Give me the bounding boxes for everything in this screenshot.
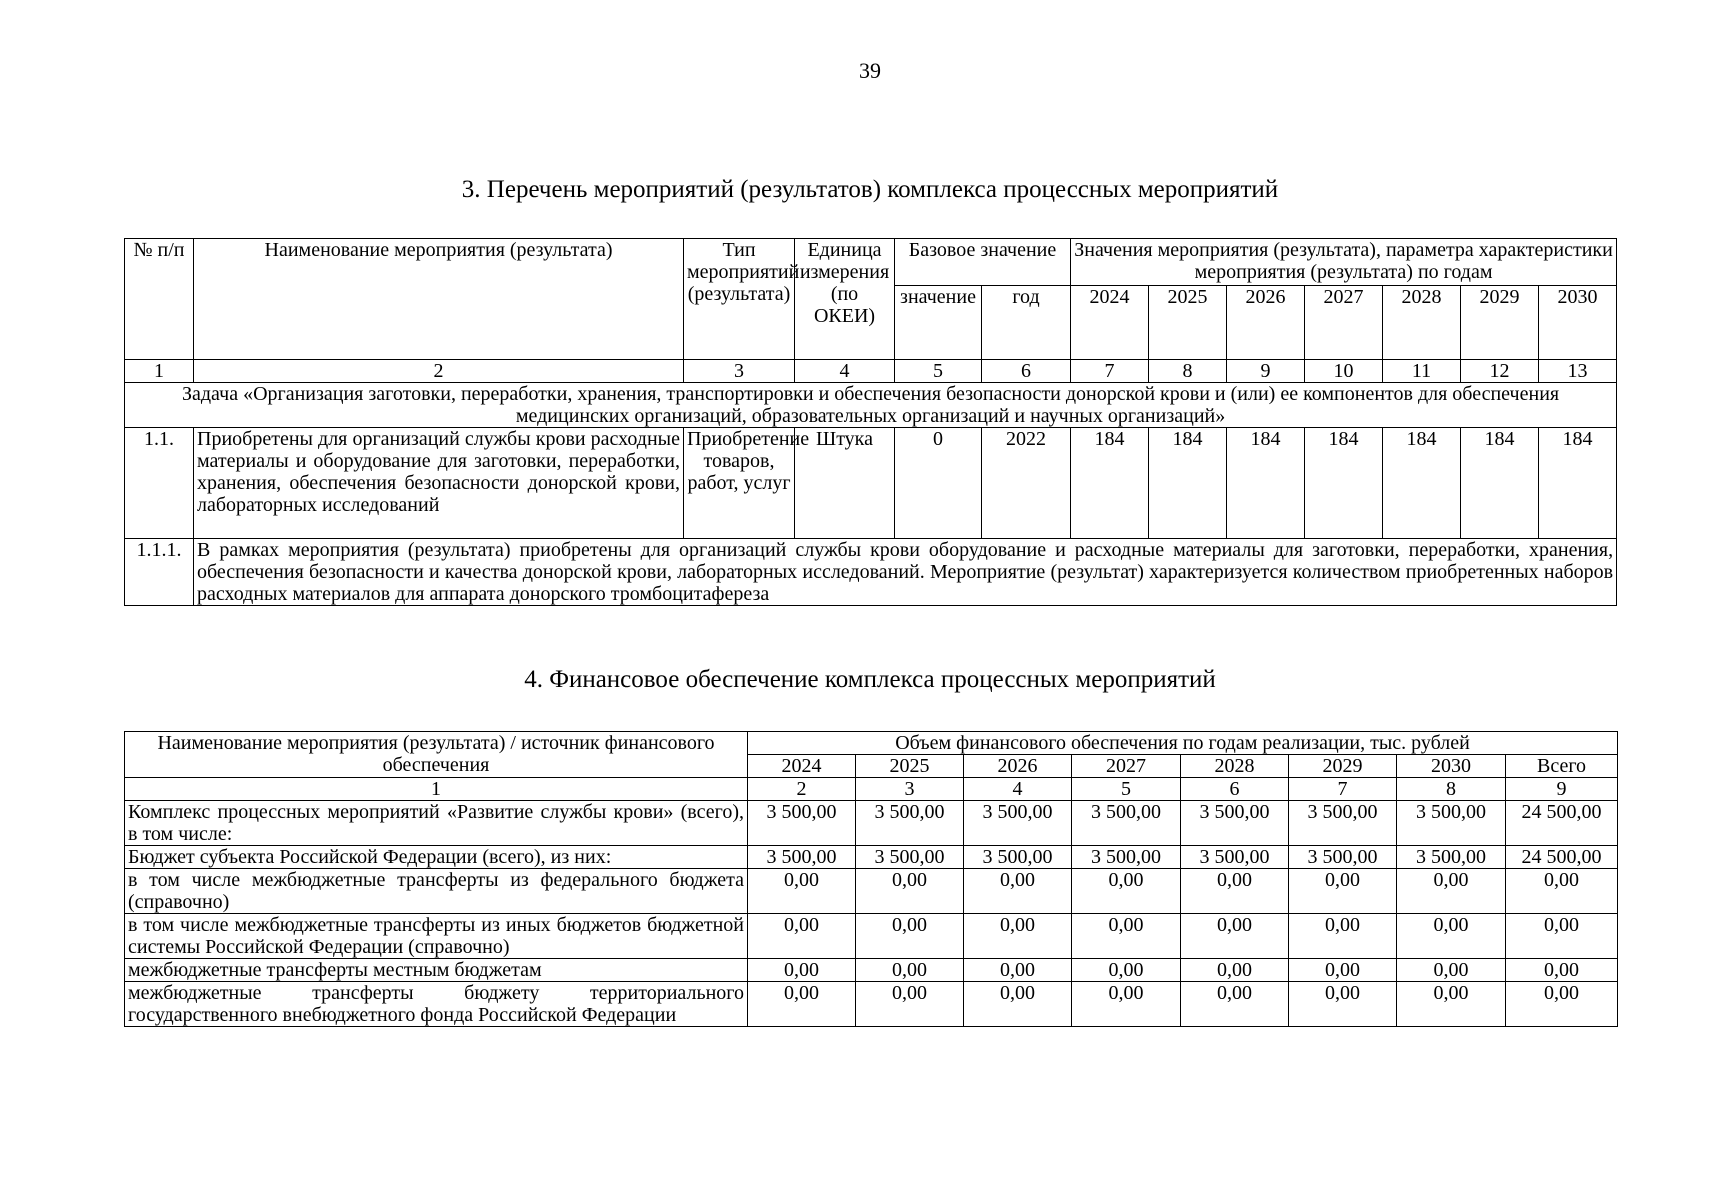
column-number: 6 — [982, 360, 1071, 383]
header-year: 2024 — [748, 755, 856, 778]
table-row — [125, 428, 1617, 539]
row-value: 0,00 — [856, 959, 964, 982]
row-value: 3 500,00 — [856, 801, 964, 846]
row-value: 0,00 — [1072, 914, 1181, 959]
row-value: 184 — [1383, 428, 1461, 539]
row-total: 0,00 — [1506, 959, 1618, 982]
column-number: 12 — [1461, 360, 1539, 383]
header-name: Наименование мероприятия (результата) — [194, 239, 684, 360]
page-number: 39 — [859, 58, 881, 83]
row-value: 3 500,00 — [964, 801, 1072, 846]
header-year: 2030 — [1539, 286, 1617, 360]
row-value: 3 500,00 — [964, 846, 1072, 869]
row-value: 184 — [1305, 428, 1383, 539]
row-value: 0,00 — [748, 982, 856, 1027]
header-year: 2028 — [1181, 755, 1289, 778]
section-3-title: 3. Перечень мероприятий (результатов) комплекса процессных мероприятий — [461, 176, 1279, 203]
row-value: 0,00 — [1289, 914, 1397, 959]
table-header-row — [125, 239, 1617, 286]
row-value: 0,00 — [964, 914, 1072, 959]
row-value: 0,00 — [964, 959, 1072, 982]
table-row — [125, 914, 1618, 959]
row-base-year: 2022 — [982, 428, 1071, 539]
column-number: 13 — [1539, 360, 1617, 383]
header-base: Базовое значение — [895, 239, 1071, 286]
header-year: 2026 — [964, 755, 1072, 778]
column-number: 9 — [1227, 360, 1305, 383]
column-number: 2 — [748, 778, 856, 801]
header-values-group: Значения мероприятия (результата), параметра характеристики мероприятия (результата) по годам — [1071, 239, 1617, 286]
row-value: 0,00 — [1397, 959, 1506, 982]
row-value: 3 500,00 — [1072, 846, 1181, 869]
row-value: 0,00 — [856, 869, 964, 914]
header-year: 2029 — [1289, 755, 1397, 778]
row-value: 3 500,00 — [1181, 846, 1289, 869]
row-total: 0,00 — [1506, 869, 1618, 914]
activities-table — [124, 238, 1617, 606]
column-number: 8 — [1149, 360, 1227, 383]
header-year: 2026 — [1227, 286, 1305, 360]
column-number: 2 — [194, 360, 684, 383]
row-value: 0,00 — [1289, 959, 1397, 982]
column-number: 11 — [1383, 360, 1461, 383]
column-number: 4 — [795, 360, 895, 383]
header-unit: Единица измерения (по ОКЕИ) — [795, 239, 895, 360]
row-value: 0,00 — [1181, 982, 1289, 1027]
row-value: 3 500,00 — [1289, 846, 1397, 869]
row-name: Бюджет субъекта Российской Федерации (всего), из них: — [125, 846, 748, 869]
row-value: 0,00 — [856, 982, 964, 1027]
column-numbers-row — [125, 778, 1618, 801]
table-row — [125, 846, 1618, 869]
row-value: 0,00 — [1289, 869, 1397, 914]
financing-rows — [125, 801, 1618, 1027]
row-total: 0,00 — [1506, 914, 1618, 959]
header-base-value: значение — [895, 286, 982, 360]
table-row — [125, 982, 1618, 1027]
table-row — [125, 959, 1618, 982]
row-value: 184 — [1539, 428, 1617, 539]
column-number: 5 — [1072, 778, 1181, 801]
task-text: Задача «Организация заготовки, переработки, хранения, транспортировки и обеспечения безопасности донорской крови и (или) ее компонентов для обеспечения медицинских организаций, образовательных организаций и научных организаций» — [125, 383, 1617, 428]
column-number: 5 — [895, 360, 982, 383]
header-year: 2030 — [1397, 755, 1506, 778]
row-value: 3 500,00 — [1397, 801, 1506, 846]
header-year: 2024 — [1071, 286, 1149, 360]
header-year: 2028 — [1383, 286, 1461, 360]
column-number: 4 — [964, 778, 1072, 801]
header-num: № п/п — [125, 239, 194, 360]
row-total: 24 500,00 — [1506, 846, 1618, 869]
row-value: 184 — [1461, 428, 1539, 539]
row-total: 0,00 — [1506, 982, 1618, 1027]
row-value: 0,00 — [748, 959, 856, 982]
row-value: 3 500,00 — [856, 846, 964, 869]
table-row — [125, 801, 1618, 846]
row-name: Комплекс процессных мероприятий «Развитие службы крови» (всего), в том числе: — [125, 801, 748, 846]
row-value: 184 — [1071, 428, 1149, 539]
column-number: 9 — [1506, 778, 1618, 801]
row-value: 0,00 — [1181, 914, 1289, 959]
table-row — [125, 869, 1618, 914]
row-value: 3 500,00 — [1397, 846, 1506, 869]
column-number: 7 — [1071, 360, 1149, 383]
row-value: 184 — [1227, 428, 1305, 539]
column-number: 3 — [684, 360, 795, 383]
row-total: 24 500,00 — [1506, 801, 1618, 846]
row-value: 0,00 — [964, 982, 1072, 1027]
column-number: 1 — [125, 778, 748, 801]
header-total: Всего — [1506, 755, 1618, 778]
row-value: 0,00 — [964, 869, 1072, 914]
row-num: 1.1.1. — [125, 539, 194, 606]
header-volume: Объем финансового обеспечения по годам реализации, тыс. рублей — [748, 732, 1618, 755]
row-name: в том числе межбюджетные трансферты из иных бюджетов бюджетной системы Российской Федерации (справочно) — [125, 914, 748, 959]
header-type: Тип мероприятий (результата) — [684, 239, 795, 360]
table-row — [125, 539, 1617, 606]
row-name: в том числе межбюджетные трансферты из федерального бюджета (справочно) — [125, 869, 748, 914]
row-value: 3 500,00 — [1072, 801, 1181, 846]
column-number: 3 — [856, 778, 964, 801]
row-value: 0,00 — [1397, 982, 1506, 1027]
row-type: Приобретение товаров, работ, услуг — [684, 428, 795, 539]
header-name: Наименование мероприятия (результата) / источник финансового обеспечения — [125, 732, 748, 778]
row-value: 0,00 — [748, 869, 856, 914]
row-value: 3 500,00 — [1181, 801, 1289, 846]
row-num: 1.1. — [125, 428, 194, 539]
header-year: 2029 — [1461, 286, 1539, 360]
column-number: 8 — [1397, 778, 1506, 801]
column-number: 7 — [1289, 778, 1397, 801]
row-value: 3 500,00 — [748, 801, 856, 846]
section-4-title: 4. Финансовое обеспечение комплекса процессных мероприятий — [524, 666, 1216, 693]
row-value: 0,00 — [1072, 959, 1181, 982]
row-value: 0,00 — [856, 914, 964, 959]
row-value: 3 500,00 — [1289, 801, 1397, 846]
header-year: 2027 — [1072, 755, 1181, 778]
row-value: 0,00 — [1397, 869, 1506, 914]
column-numbers-row — [125, 360, 1617, 383]
column-number: 10 — [1305, 360, 1383, 383]
row-name: Приобретены для организаций службы крови расходные материалы и оборудование для заготовки, переработки, хранения, обеспечения безопасности донорской крови, лабораторных исследований — [194, 428, 684, 539]
row-name: межбюджетные трансферты бюджету территориального государственного внебюджетного фонда Российской Федерации — [125, 982, 748, 1027]
row-unit: Штука — [795, 428, 895, 539]
column-number: 6 — [1181, 778, 1289, 801]
table-header-row — [125, 732, 1618, 755]
header-year: 2025 — [1149, 286, 1227, 360]
row-value: 0,00 — [1397, 914, 1506, 959]
header-year: 2027 — [1305, 286, 1383, 360]
header-year: 2025 — [856, 755, 964, 778]
row-value: 0,00 — [1181, 869, 1289, 914]
financing-table — [124, 731, 1618, 1027]
row-value: 0,00 — [1181, 959, 1289, 982]
row-base-value: 0 — [895, 428, 982, 539]
row-value: 0,00 — [1289, 982, 1397, 1027]
column-number: 1 — [125, 360, 194, 383]
row-value: 0,00 — [1072, 869, 1181, 914]
row-description: В рамках мероприятия (результата) приобретены для организаций службы крови оборудование и расходные материалы для заготовки, переработки, хранения, обеспечения безопасности и качества донорской крови, лабораторных исследований. Мероприятие (результат) характеризуется количеством приобретенных наборов расходных материалов для аппарата донорского тромбоцитафереза — [194, 539, 1617, 606]
task-row — [125, 383, 1617, 428]
header-base-year: год — [982, 286, 1071, 360]
row-value: 3 500,00 — [748, 846, 856, 869]
row-value: 0,00 — [748, 914, 856, 959]
row-name: межбюджетные трансферты местным бюджетам — [125, 959, 748, 982]
row-value: 184 — [1149, 428, 1227, 539]
row-value: 0,00 — [1072, 982, 1181, 1027]
